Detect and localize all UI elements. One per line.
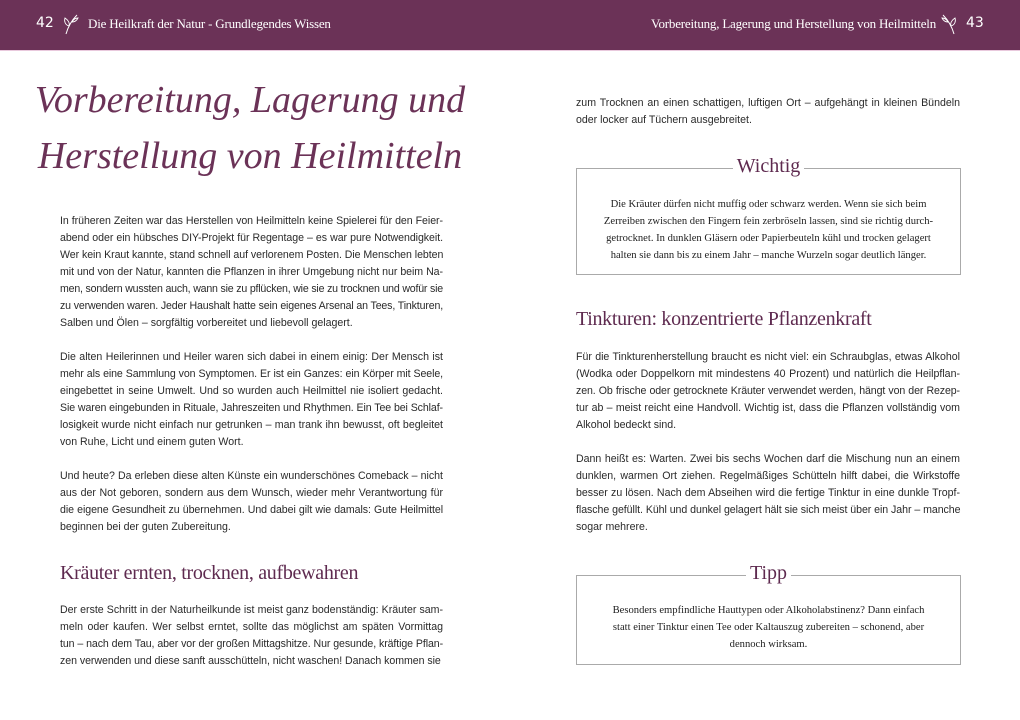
text-line: Salben und Ölen – sorgfältig vorbereitet und liebevoll gelagert. — [60, 317, 353, 329]
herb-leaf-icon — [940, 13, 958, 35]
section-heading: Kräuter ernten, trocknen, aufbewahren — [60, 562, 359, 584]
text-line: Sie waren eingebunden in Rituale, Jahreszeiten und Rhythmen. Ein Tee bei Schlaf- — [60, 402, 443, 414]
section-heading: Tinkturen: konzentrierte Pflanzenkraft — [576, 308, 872, 330]
text-line: statt einer Tinktur einen Tee oder Kaltauszug zubereiten – schonend, aber — [612, 622, 925, 633]
text-line: sogar mehrere. — [576, 521, 648, 533]
running-header — [0, 0, 1020, 51]
text-line: Und heute? Da erleben diese alten Künste ein wunderschönes Comeback – nicht — [60, 470, 443, 482]
text-line: dunklen, warmen Ort ziehen. Regelmäßiges Schütteln hilft dabei, die Wirkstoffe — [576, 470, 960, 482]
text-line: zu verwenden waren. Jeder Haushalt hatte sein eigenes Arsenal an Tees, Tinkturen, — [60, 300, 443, 312]
text-line: tun – nach dem Tau, aber vor der großen Mittagshitze. Nur gesunde, kräftige Pflan- — [60, 638, 443, 650]
text-line: Der erste Schritt in der Naturheilkunde ist meist ganz bodenständig: Kräuter sam- — [60, 604, 443, 616]
paragraph — [576, 349, 960, 434]
text-line: Für die Tinkturenherstellung braucht es nicht viel: ein Schraubglas, etwas Alkohol — [576, 351, 960, 363]
text-line: Besonders empfindliche Hauttypen oder Alkoholabstinenz? Dann einfach — [612, 605, 925, 616]
text-line: zum Trocknen an einen schattigen, luftigen Ort – aufgehängt in kleinen Bündeln — [576, 97, 960, 109]
info-box-tipp — [576, 562, 961, 665]
text-line: oder locker auf Tüchern ausgebreitet. — [576, 114, 752, 126]
text-line: Die alten Heilerinnen und Heiler waren sich dabei in einem einig: Der Mensch ist — [60, 351, 443, 363]
text-line: Wer kein Kraut kannte, stand schnell auf verlorenem Posten. Die Menschen lebten — [60, 249, 444, 261]
text-line: mehr als eine Sammlung von Symptomen. Er ist ein Ganzes: ein Körper mit Seele, — [60, 368, 443, 380]
info-box-title: Wichtig — [733, 155, 805, 177]
info-box-text — [585, 196, 952, 264]
left-page-number: 42 — [36, 15, 54, 31]
text-line: Zerreiben zwischen den Fingern fein zerbröseln lassen, sind sie richtig durch- — [603, 216, 934, 227]
right-page-number: 43 — [966, 15, 984, 31]
text-line: mit und von der Natur, kannten die Pflanzen in ihrer Umgebung nicht nur beim Na- — [60, 266, 443, 278]
paragraph — [60, 602, 443, 670]
paragraph — [60, 349, 443, 451]
text-line: Alkohol bedeckt sind. — [576, 419, 677, 431]
text-line: (Wodka oder Doppelkorn mit mindestens 40 Prozent) und natürlich die Heilpflan- — [576, 368, 960, 380]
text-line: eingebettet in seine Umwelt. Und so wurden auch Heilmittel nie isoliert gedacht. — [60, 385, 443, 397]
text-line: abend oder ein hübsches DIY-Projekt für Regentage – es war pure Notwendigkeit. — [60, 232, 443, 244]
info-box-text — [585, 602, 952, 653]
text-line: Die Kräuter dürfen nicht muffig oder schwarz werden. Wenn sie sich beim — [610, 199, 927, 210]
text-line: getrocknet. In dunklen Gläsern oder Papierbeuteln kühl und trocken gelagert — [606, 233, 931, 244]
text-line: von Ruhe, Licht und einem guten Wort. — [60, 436, 244, 448]
text-line: zen verwenden und diese sanft ausschütteln, nicht waschen! Danach kommen sie — [60, 655, 441, 667]
text-line: dennoch wirksam. — [729, 639, 808, 650]
text-line: meln oder kaufen. Wer selbst erntet, sollte das möglichst am späten Vormittag — [60, 621, 443, 633]
chapter-title-line: Vorbereitung, Lagerung und — [34, 79, 466, 121]
chapter-title — [30, 72, 470, 184]
text-line: Dann heißt es: Warten. Zwei bis sechs Wochen darf die Mischung nun an einem — [576, 453, 960, 465]
text-line: beginnen bei der guten Zubereitung. — [60, 521, 231, 533]
text-line: zen. Ob frische oder getrocknete Kräuter verwendet werden, hängt von der Rezep- — [576, 385, 960, 397]
text-line: aus der Not geboren, sondern aus dem Wunsch, wieder mehr Verantwortung für — [60, 487, 443, 499]
info-box-title: Tipp — [746, 562, 791, 584]
text-line: die eigene Gesundheit zu übernehmen. Und dabei gilt wie damals: Gute Heilmittel — [60, 504, 443, 516]
paragraph — [576, 95, 960, 129]
text-line: losigkeit wurde nicht einfach nur getrunken – man trank ihn bewusst, oft begleitet — [60, 419, 443, 431]
text-line: In früheren Zeiten war das Herstellen von Heilmitteln keine Spielerei für den Feier- — [60, 215, 443, 227]
paragraph — [576, 451, 960, 536]
info-box-wichtig — [576, 155, 961, 275]
right-running-title: Vorbereitung, Lagerung und Herstellung von Heilmitteln — [650, 16, 936, 31]
text-line: men, sondern wussten auch, wann sie zu pflücken, wie sie zu trocknen und wofür sie — [60, 283, 443, 295]
paragraph — [60, 213, 443, 332]
paragraph — [60, 468, 443, 536]
text-line: tur ab – meist reicht eine Handvoll. Wichtig ist, dass die Pflanzen vollständig vom — [576, 402, 960, 414]
text-line: halten sie dann bis zu einem Jahr – manche Wurzeln sogar deutlich länger. — [610, 250, 927, 261]
left-running-title: Die Heilkraft der Natur - Grundlegendes Wissen — [88, 16, 331, 31]
chapter-title-line: Herstellung von Heilmitteln — [37, 135, 463, 177]
text-line: besser zu lösen. Nach dem Abseihen wird die fertige Tinktur in eine dunkle Tropf- — [576, 487, 960, 499]
herb-leaf-icon — [62, 13, 80, 35]
text-line: flasche gefüllt. Kühl und dunkel gelagert hält sie sich meist über ein Jahr – manche — [576, 504, 961, 516]
